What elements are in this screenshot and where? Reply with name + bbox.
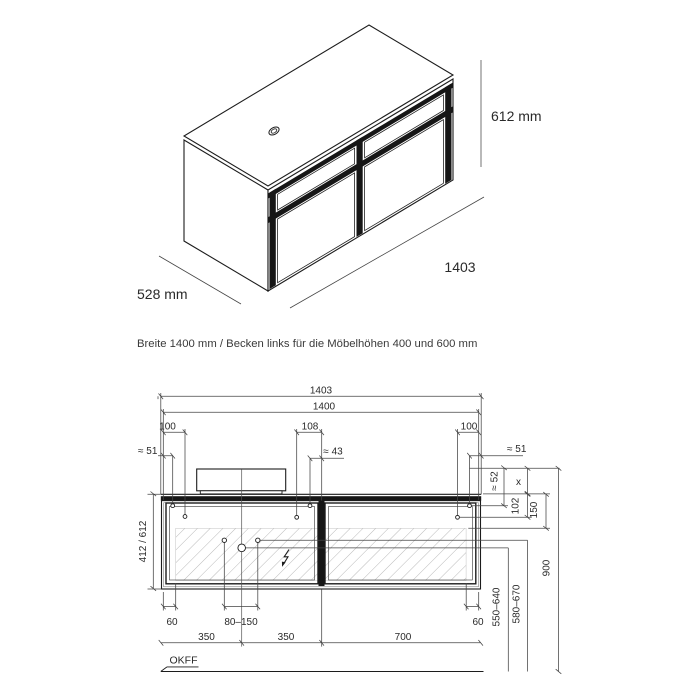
fixing-point-dot xyxy=(171,504,175,508)
washbasin-base xyxy=(200,491,282,494)
isometric-view xyxy=(137,25,542,308)
dim-x-lines xyxy=(525,466,531,496)
dim-seg-mid-label: 350 xyxy=(277,631,295,643)
caption-text: Breite 1400 mm / Becken links für die Möbelhöhen 400 und 600 mm xyxy=(137,338,478,350)
dim-fix-left-label: 100 xyxy=(159,421,176,433)
floor-level-symbol xyxy=(161,667,199,672)
supply-height-label: 580–670 xyxy=(511,584,523,624)
dim-900-label: 900 xyxy=(541,559,553,577)
dim-fix-right-label: 100 xyxy=(460,421,478,433)
front-center-gap-band xyxy=(357,137,363,237)
water-supply-left-circle xyxy=(222,538,226,542)
dim-total-width-label: 1403 xyxy=(309,385,333,397)
dim-150-label: 150 xyxy=(529,501,540,519)
dim-edge-left-label: 60 xyxy=(166,617,178,628)
fixing-point-dot xyxy=(295,515,299,519)
fixing-point-dot xyxy=(308,504,312,508)
water-supply-right-circle xyxy=(256,538,260,542)
iso-width-label: 1403 xyxy=(444,259,476,275)
drain-height-label: 550–640 xyxy=(491,587,503,627)
front-right-gap-band xyxy=(445,83,451,183)
dim-fix-center-label: 108 xyxy=(301,421,319,433)
dim-approx-center-label: ≈ 43 xyxy=(323,446,343,458)
center-divider-band xyxy=(319,501,325,586)
dim-approx52-label: ≈ 52 xyxy=(489,471,501,491)
drain-circle xyxy=(238,544,246,552)
dim-x-label: x xyxy=(516,477,521,488)
fixing-point-dot xyxy=(468,504,472,508)
iso-depth-label: 528 mm xyxy=(137,286,188,302)
fixing-point-dot xyxy=(183,515,187,519)
washbasin-outline xyxy=(197,469,286,491)
dim-102-label: 102 xyxy=(510,497,522,515)
dim-approx-right-label: ≈ 51 xyxy=(507,444,527,455)
dim-900-lines xyxy=(556,466,562,674)
countertop-band xyxy=(161,496,481,500)
dim-cabinet-width-label: 1400 xyxy=(312,401,336,413)
fixing-point-dot xyxy=(456,515,460,519)
iso-height-label: 612 mm xyxy=(491,108,542,124)
floor-level-label: OKFF xyxy=(169,654,198,667)
front-left-gap-band xyxy=(270,189,276,289)
dim-height-lines xyxy=(148,492,162,591)
front-elevation-view xyxy=(138,385,561,674)
dim-seg-left-label: 350 xyxy=(198,631,215,643)
dim-height-label: 412 / 612 xyxy=(138,520,149,563)
dim-seg-right-label: 700 xyxy=(394,631,412,643)
dim-approx-left-label: ≈ 51 xyxy=(138,446,158,457)
dim-edge-right-label: 60 xyxy=(472,617,484,628)
dim-tap-spacing-label: 80–150 xyxy=(224,617,258,628)
